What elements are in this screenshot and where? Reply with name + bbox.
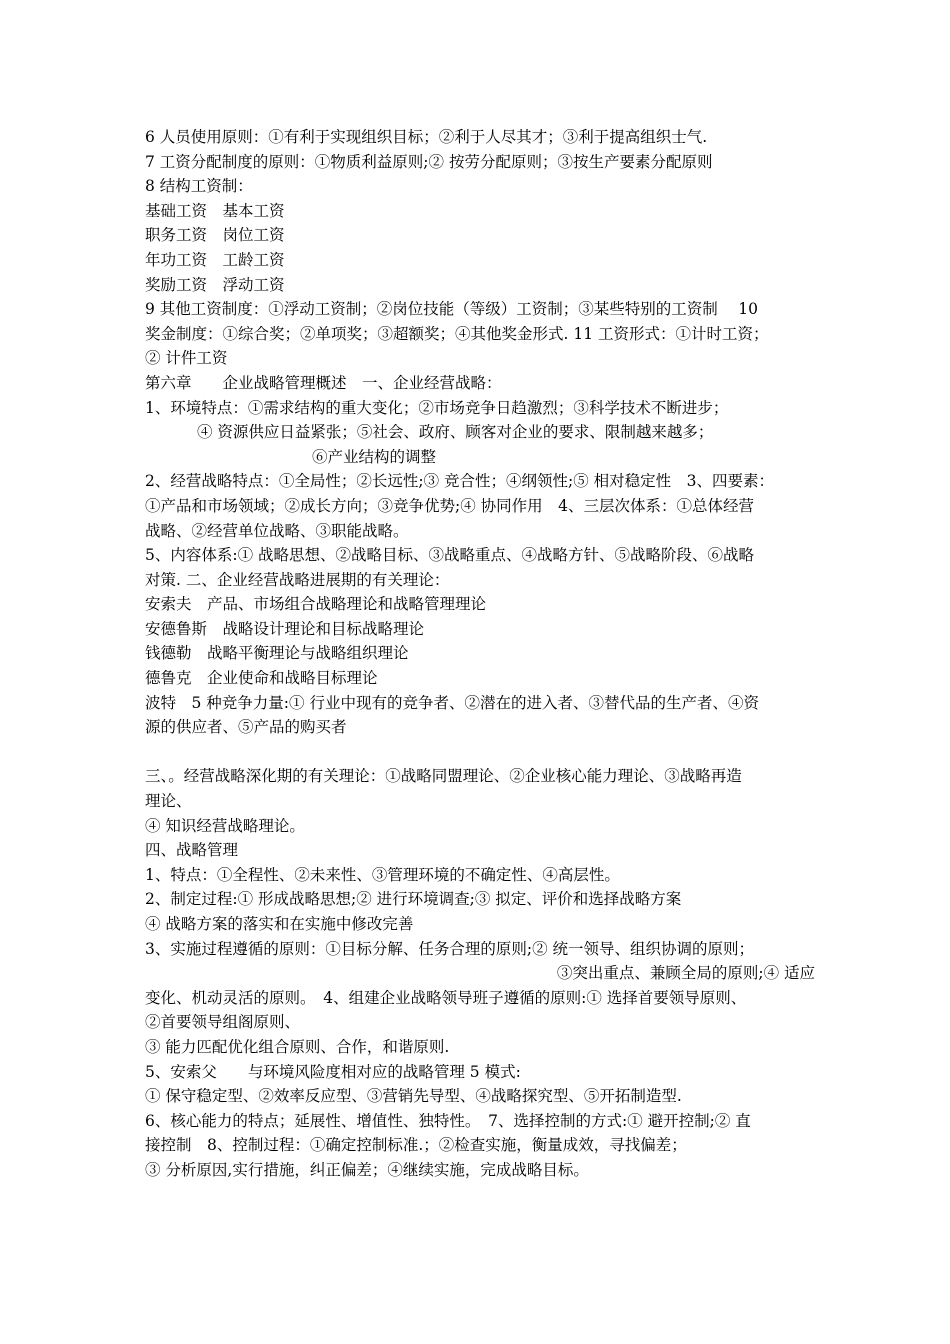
- text-line: 2、制定过程:① 形成战略思想;② 进行环境调查;③ 拟定、评价和选择战略方案: [145, 890, 682, 909]
- text-line: ④ 资源供应日益紧张；⑤社会、政府、顾客对企业的要求、限制越来越多；: [197, 423, 714, 442]
- text-line: 基础工资 基本工资: [145, 201, 285, 220]
- text-line: 钱德勒 战略平衡理论与战略组织理论: [145, 644, 409, 663]
- text-line: ③ 能力匹配优化组合原则、合作，和谐原则.: [145, 1037, 450, 1056]
- text-line: 2、经营战略特点：①全局性；②长远性;③ 竞合性；④纲领性;⑤ 相对稳定性 3、四要素：: [145, 472, 775, 491]
- text-line: 波特 5 种竞争力量:① 行业中现有的竞争者、②潜在的进入者、③替代品的生产者、④资: [145, 693, 759, 712]
- text-line: 5、安索父 与环境风险度相对应的战略管理 5 模式:: [145, 1062, 521, 1081]
- text-line: ① 保守稳定型、②效率反应型、③营销先导型、④战略探究型、⑤开拓制造型.: [145, 1087, 682, 1106]
- text-line: ③突出重点、兼顾全局的原则;④ 适应: [556, 964, 815, 983]
- text-line: ② 计件工资: [145, 349, 228, 368]
- text-line: 对策. 二、企业经营战略进展期的有关理论：: [145, 570, 450, 589]
- text-line: 1、环境特点：①需求结构的重大变化；②市场竞争日趋激烈；③科学技术不断进步；: [145, 398, 729, 417]
- text-line: ④ 战略方案的落实和在实施中修改完善: [145, 915, 414, 933]
- text-line: ④ 知识经营战略理论。: [145, 816, 305, 835]
- text-line: 9 其他工资制度：①浮动工资制；②岗位技能（等级）工资制；③某些特别的工资制 10: [145, 300, 758, 319]
- blank-line: [145, 740, 815, 765]
- text-line: 6、核心能力的特点；延展性、增值性、独特性。 7、选择控制的方式:① 避开控制;② 直: [145, 1111, 751, 1130]
- text-line: ③ 分析原因,实行措施，纠正偏差；④继续实施，完成战略目标。: [145, 1160, 589, 1179]
- text-line: ①产品和市场领域；②成长方向；③竞争优势;④ 协同作用 4、三层次体系：①总体经营: [145, 496, 755, 515]
- text-line: 理论、: [145, 792, 192, 811]
- text-line: 三、。经营战略深化期的有关理论：①战略同盟理论、②企业核心能力理论、③战略再造: [145, 767, 742, 786]
- text-line: 6 人员使用原则：①有利于实现组织目标；②利于人尽其才；③利于提高组织士气.: [145, 128, 708, 146]
- text-line: 8 结构工资制：: [145, 177, 253, 196]
- text-line: 战略、②经营单位战略、③职能战略。: [145, 521, 409, 540]
- text-line: 变化、机动灵活的原则。 4、组建企业战略领导班子遵循的原则:① 选择首要领导原则、: [145, 988, 747, 1007]
- text-line: 安德鲁斯 战略设计理论和目标战略理论: [145, 619, 425, 638]
- text-line: 德鲁克 企业使命和战略目标理论: [145, 669, 378, 688]
- text-line: 奖励工资 浮动工资: [145, 275, 285, 294]
- document-body: [145, 125, 815, 1183]
- text-line: 年功工资 工龄工资: [145, 250, 285, 269]
- text-line: ②首要领导组阁原则、: [145, 1013, 301, 1032]
- text-line: 1、特点：①全程性、②未来性、③管理环境的不确定性、④高层性。: [145, 865, 620, 884]
- text-line: 接控制 8、控制过程：①确定控制标准.；②检查实施，衡量成效，寻找偏差；: [145, 1136, 687, 1155]
- text-line: 3、实施过程遵循的原则：①目标分解、任务合理的原则;② 统一领导、组织协调的原则；: [145, 939, 755, 958]
- text-line: 奖金制度：①综合奖；②单项奖；③超额奖；④其他奖金形式. 11 工资形式：①计时工资；: [145, 324, 769, 343]
- section-heading: 四、战略管理: [145, 841, 239, 860]
- text-line: ⑥产业结构的调整: [312, 447, 437, 466]
- chapter-heading: 第六章 企业战略管理概述 一、企业经营战略：: [145, 373, 502, 392]
- text-line: 5、内容体系:① 战略思想、②战略目标、③战略重点、④战略方针、⑤战略阶段、⑥战略: [145, 546, 755, 565]
- text-line: 安索夫 产品、市场组合战略理论和战略管理理论: [145, 595, 487, 614]
- text-line: 源的供应者、⑤产品的购买者: [145, 718, 347, 737]
- text-line: 职务工资 岗位工资: [145, 226, 285, 245]
- text-line: 7 工资分配制度的原则：①物质利益原则;② 按劳分配原则；③按生产要素分配原则: [145, 152, 713, 171]
